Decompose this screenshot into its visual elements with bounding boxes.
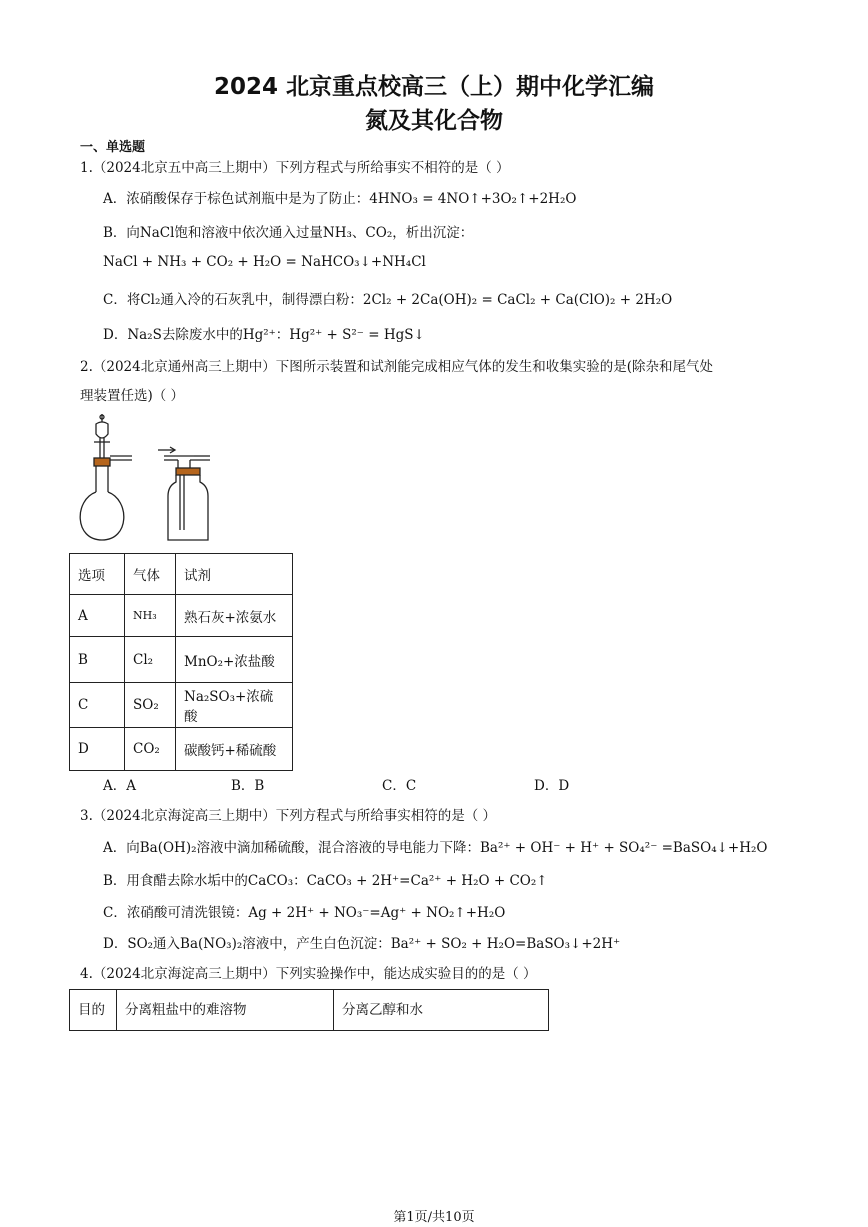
table-cell: MnO₂+浓盐酸 bbox=[176, 637, 293, 683]
table-header-cell: 试剂 bbox=[176, 554, 293, 595]
table-row bbox=[70, 683, 293, 728]
question-2-stem-line1: 2.（2024北京通州高三上期中）下图所示装置和试剂能完成相应气体的发生和收集实验的是(除杂和尾气处 bbox=[80, 359, 714, 375]
table-cell: 目的 bbox=[70, 990, 117, 1031]
table-cell: C bbox=[70, 683, 125, 728]
table-row bbox=[70, 990, 549, 1031]
question-4-stem: 4.（2024北京海淀高三上期中）下列实验操作中，能达成实验目的的是（ ） bbox=[80, 966, 537, 982]
table-header-cell: 选项 bbox=[70, 554, 125, 595]
table-cell: 分离乙醇和水 bbox=[334, 990, 549, 1031]
question-2-table bbox=[69, 553, 293, 771]
table-cell: D bbox=[70, 728, 125, 771]
table-cell: 分离粗盐中的难溶物 bbox=[117, 990, 334, 1031]
apparatus-diagram bbox=[72, 412, 222, 542]
question-1-stem: 1.（2024北京五中高三上期中）下列方程式与所给事实不相符的是（ ） bbox=[80, 160, 510, 176]
table-row bbox=[70, 637, 293, 683]
question-3-stem: 3.（2024北京海淀高三上期中）下列方程式与所给事实相符的是（ ） bbox=[80, 808, 497, 824]
page-footer: 第1页/共10页 bbox=[393, 1210, 475, 1225]
table-cell: SO₂ bbox=[125, 683, 176, 728]
question-2-stem-line2: 理装置任选)（ ） bbox=[80, 388, 185, 404]
question-4-table bbox=[69, 989, 549, 1031]
question-3-option-c: C．浓硝酸可清洗银镜：Ag + 2H⁺ + NO₃⁻=Ag⁺ + NO₂↑+H₂O bbox=[103, 905, 506, 921]
question-3-option-d: D．SO₂通入Ba(NO₃)₂溶液中，产生白色沉淀：Ba²⁺ + SO₂ + H₂O=BaSO₃↓+2H⁺ bbox=[103, 936, 621, 952]
table-cell: B bbox=[70, 637, 125, 683]
question-2-choice-c: C．C bbox=[382, 778, 417, 794]
table-row bbox=[70, 728, 293, 771]
question-1-option-b-equation: NaCl + NH₃ + CO₂ + H₂O = NaHCO₃↓+NH₄Cl bbox=[103, 254, 426, 270]
question-1-option-a: A．浓硝酸保存于棕色试剂瓶中是为了防止：4HNO₃ = 4NO↑+3O₂↑+2H₂O bbox=[103, 191, 577, 207]
question-3-option-a: A．向Ba(OH)₂溶液中滴加稀硫酸，混合溶液的导电能力下降：Ba²⁺ + OH⁻ + H⁺ + SO₄²⁻ =BaSO₄↓+H₂O bbox=[103, 840, 768, 856]
question-2-choice-a: A．A bbox=[103, 778, 136, 794]
table-cell: 熟石灰+浓氨水 bbox=[176, 595, 293, 637]
table-cell: CO₂ bbox=[125, 728, 176, 771]
table-cell: 碳酸钙+稀硫酸 bbox=[176, 728, 293, 771]
table-cell: NH₃ bbox=[125, 595, 176, 637]
question-3-option-b: B．用食醋去除水垢中的CaCO₃：CaCO₃ + 2H⁺=Ca²⁺ + H₂O + CO₂↑ bbox=[103, 873, 548, 889]
question-2-choice-d: D．D bbox=[534, 778, 570, 794]
table-header-row bbox=[70, 554, 293, 595]
question-1-option-b: B．向NaCl饱和溶液中依次通入过量NH₃、CO₂，析出沉淀： bbox=[103, 225, 474, 241]
question-1-option-c: C．将Cl₂通入冷的石灰乳中，制得漂白粉：2Cl₂ + 2Ca(OH)₂ = CaCl₂ + Ca(ClO)₂ + 2H₂O bbox=[103, 292, 673, 308]
flask-with-funnel-icon bbox=[80, 414, 132, 540]
table-row bbox=[70, 595, 293, 637]
section-heading: 一、单选题 bbox=[80, 140, 146, 155]
table-cell: A bbox=[70, 595, 125, 637]
question-2-choice-b: B．B bbox=[231, 778, 265, 794]
table-cell: Cl₂ bbox=[125, 637, 176, 683]
page-title: 2024 北京重点校高三（上）期中化学汇编 bbox=[213, 74, 655, 100]
gas-collection-bottle-icon bbox=[158, 447, 210, 540]
page-subtitle: 氮及其化合物 bbox=[365, 108, 503, 134]
question-1-option-d: D．Na₂S去除废水中的Hg²⁺：Hg²⁺ + S²⁻ = HgS↓ bbox=[103, 327, 425, 343]
table-cell: Na₂SO₃+浓硫酸 bbox=[176, 683, 293, 728]
table-header-cell: 气体 bbox=[125, 554, 176, 595]
